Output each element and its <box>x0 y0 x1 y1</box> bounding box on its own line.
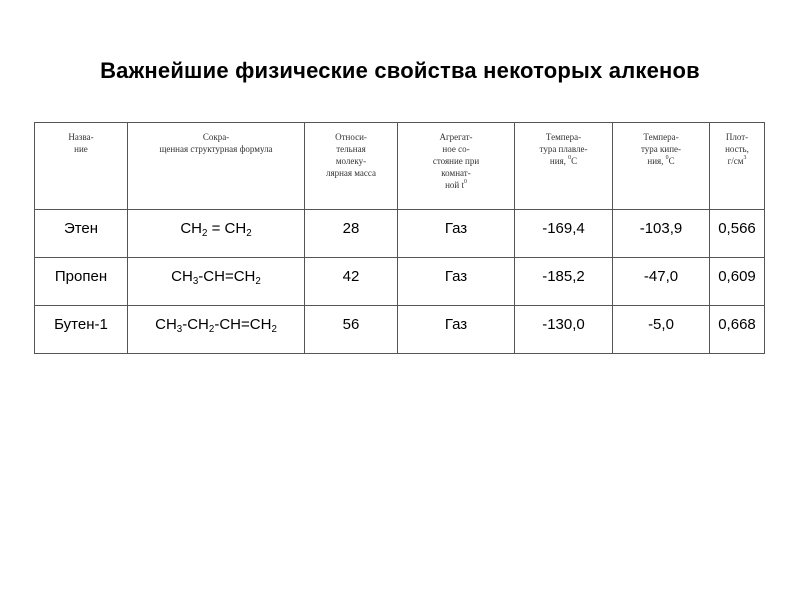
cell-name: Пропен <box>35 258 128 306</box>
cell-formula <box>128 258 305 306</box>
formula-subscript: 2 <box>246 228 252 239</box>
formula-text: = CH <box>207 220 247 237</box>
table-row <box>35 306 765 354</box>
header-boiling-point: Темпера- тура кипе- ния, $^0$С <box>613 123 710 210</box>
cell-mass: 56 <box>305 306 398 354</box>
formula-text: CH <box>180 220 203 237</box>
cell-formula <box>128 306 305 354</box>
cell-boiling: -5,0 <box>613 306 710 354</box>
header-density: Плот- ность, $г/см^3$ <box>710 123 765 210</box>
cell-name: Этен <box>35 210 128 258</box>
cell-density: 0,566 <box>710 210 765 258</box>
cell-formula <box>128 210 305 258</box>
formula-text: -CH <box>182 316 209 333</box>
cell-melting: -130,0 <box>515 306 613 354</box>
cell-mass: 42 <box>305 258 398 306</box>
cell-density: 0,668 <box>710 306 765 354</box>
formula-subscript: 2 <box>202 228 208 239</box>
cell-density: 0,609 <box>710 258 765 306</box>
formula-subscript: 2 <box>255 276 261 287</box>
cell-name: Бутен-1 <box>35 306 128 354</box>
table-row <box>35 258 765 306</box>
alkene-properties-table <box>34 122 765 354</box>
header-name: Назва- ние <box>35 123 128 210</box>
cell-melting: -169,4 <box>515 210 613 258</box>
cell-boiling: -47,0 <box>613 258 710 306</box>
formula-subscript: 2 <box>208 324 215 335</box>
formula-text: CH <box>171 268 193 285</box>
header-formula: Сокра- щенная структурная формула <box>128 123 305 210</box>
cell-state: Газ <box>398 210 515 258</box>
cell-state: Газ <box>398 306 515 354</box>
formula-subscript: 2 <box>271 324 277 335</box>
header-molar-mass: Относи- тельная молеку- лярная масса <box>305 123 398 210</box>
header-state: Агрегат- ное со- стояние при комнат- ной $t^0$ <box>398 123 515 210</box>
cell-state: Газ <box>398 258 515 306</box>
header-row <box>35 123 765 210</box>
slide-title: Важнейшие физические свойства некоторых алкенов <box>100 58 700 83</box>
formula-text: -CH=CH <box>214 316 272 333</box>
formula-text: -CH=CH <box>198 268 256 285</box>
table-row <box>35 210 765 258</box>
formula-subscript: 3 <box>176 324 183 335</box>
formula-subscript: 3 <box>192 276 199 287</box>
cell-melting: -185,2 <box>515 258 613 306</box>
formula-text: CH <box>155 316 177 333</box>
header-melting-point: Темпера- тура плавле- ния, $^0$С <box>515 123 613 210</box>
cell-mass: 28 <box>305 210 398 258</box>
cell-boiling: -103,9 <box>613 210 710 258</box>
